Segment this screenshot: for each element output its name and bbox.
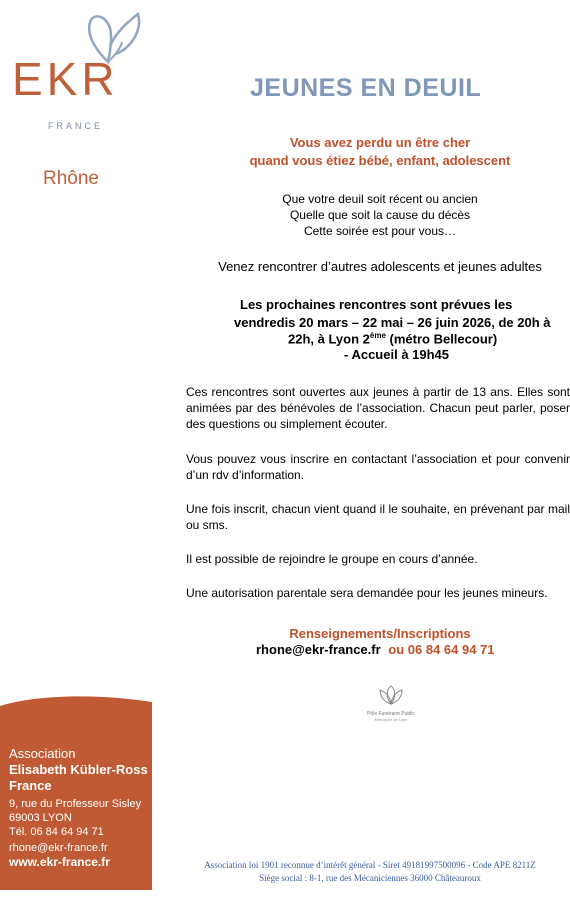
lotus-icon	[376, 684, 406, 706]
wave-decoration	[0, 696, 152, 716]
intro-text-line-3: Cette soirée est pour vous…	[303, 224, 457, 238]
dates-line-2: vendredis 20 mars – 22 mai – 26 juin 2026, de 20h à	[234, 315, 551, 330]
logo-letters: EKR	[12, 53, 119, 105]
card-phone: Tél. 06 84 64 94 71	[9, 826, 104, 838]
card-city: 69003 LYON	[9, 812, 72, 824]
contact-line	[256, 642, 495, 657]
invite-text: Venez rencontrer d’autres adolescents et jeunes adultes	[218, 259, 542, 274]
dates-welcome: - Accueil à 19h45	[344, 347, 450, 362]
partner-name: Pôle Funéraire Public	[367, 711, 415, 717]
intro-line-2: quand vous étiez bébé, enfant, adolescent	[249, 153, 511, 168]
contact-heading: Renseignements/Inscriptions	[289, 626, 471, 641]
footer-line-2: Siège social : 8-1, rue des Mécaniciennes 36000 Châteauroux	[259, 873, 481, 883]
association-card	[0, 714, 152, 890]
card-website[interactable]: www.ekr-france.fr	[9, 855, 110, 869]
footer-line-1: Association loi 1901 reconnue d’intérêt général - Siret 49181997500096 - Code APE 8211Z	[204, 860, 536, 870]
partner-logo	[356, 684, 426, 722]
dates-line-3	[288, 331, 497, 346]
intro-text	[210, 191, 550, 239]
paragraph-1: Ces rencontres sont ouvertes aux jeunes à partir de 13 ans. Elles sont animées par des bénévoles de l’association. Chacun peut parler, poser des questions ou simplement écouter.	[186, 385, 570, 431]
dates-location: 22h, à Lyon 2	[288, 331, 370, 347]
paragraph-2: Vous pouvez vous inscrire en contactant l’association et pour convenir d’un rdv d’information.	[186, 452, 570, 482]
region-label: Rhône	[43, 168, 99, 189]
card-country: France	[9, 778, 52, 793]
contact-email-link[interactable]: rhone@ekr-france.fr	[256, 642, 381, 657]
intro-text-line-1: Que votre deuil soit récent ou ancien	[282, 192, 478, 206]
ekr-logo	[12, 6, 152, 134]
intro-line-1: Vous avez perdu un être cher	[289, 135, 471, 150]
legal-footer	[170, 859, 570, 885]
paragraph-4: Il est possible de rejoindre le groupe en cours d’année.	[186, 552, 478, 566]
paragraph-5: Une autorisation parentale sera demandée pour les jeunes mineurs.	[186, 586, 548, 600]
card-street: 9, rue du Professeur Sisley	[9, 798, 142, 810]
dates-metro: (métro Bellecour)	[385, 331, 498, 347]
dates-superscript: ème	[369, 331, 386, 340]
contact-phone: ou 06 84 64 94 71	[388, 642, 495, 657]
intro-highlight	[210, 134, 550, 170]
card-email[interactable]: rhone@ekr-france.fr	[9, 842, 108, 854]
paragraph-3: Une fois inscrit, chacun vient quand il le souhaite, en prévenant par mail ou sms.	[186, 502, 570, 532]
page-title: JEUNES EN DEUIL	[250, 74, 482, 102]
card-name: Elisabeth Kübler-Ross	[9, 762, 148, 777]
card-association: Association	[9, 746, 76, 761]
partner-sub: Métropole de Lyon	[374, 717, 408, 722]
intro-text-line-2: Quelle que soit la cause du décès	[289, 208, 471, 222]
logo-subtitle: FRANCE	[48, 121, 104, 131]
dates-line-1: Les prochaines rencontres sont prévues les	[240, 297, 513, 312]
